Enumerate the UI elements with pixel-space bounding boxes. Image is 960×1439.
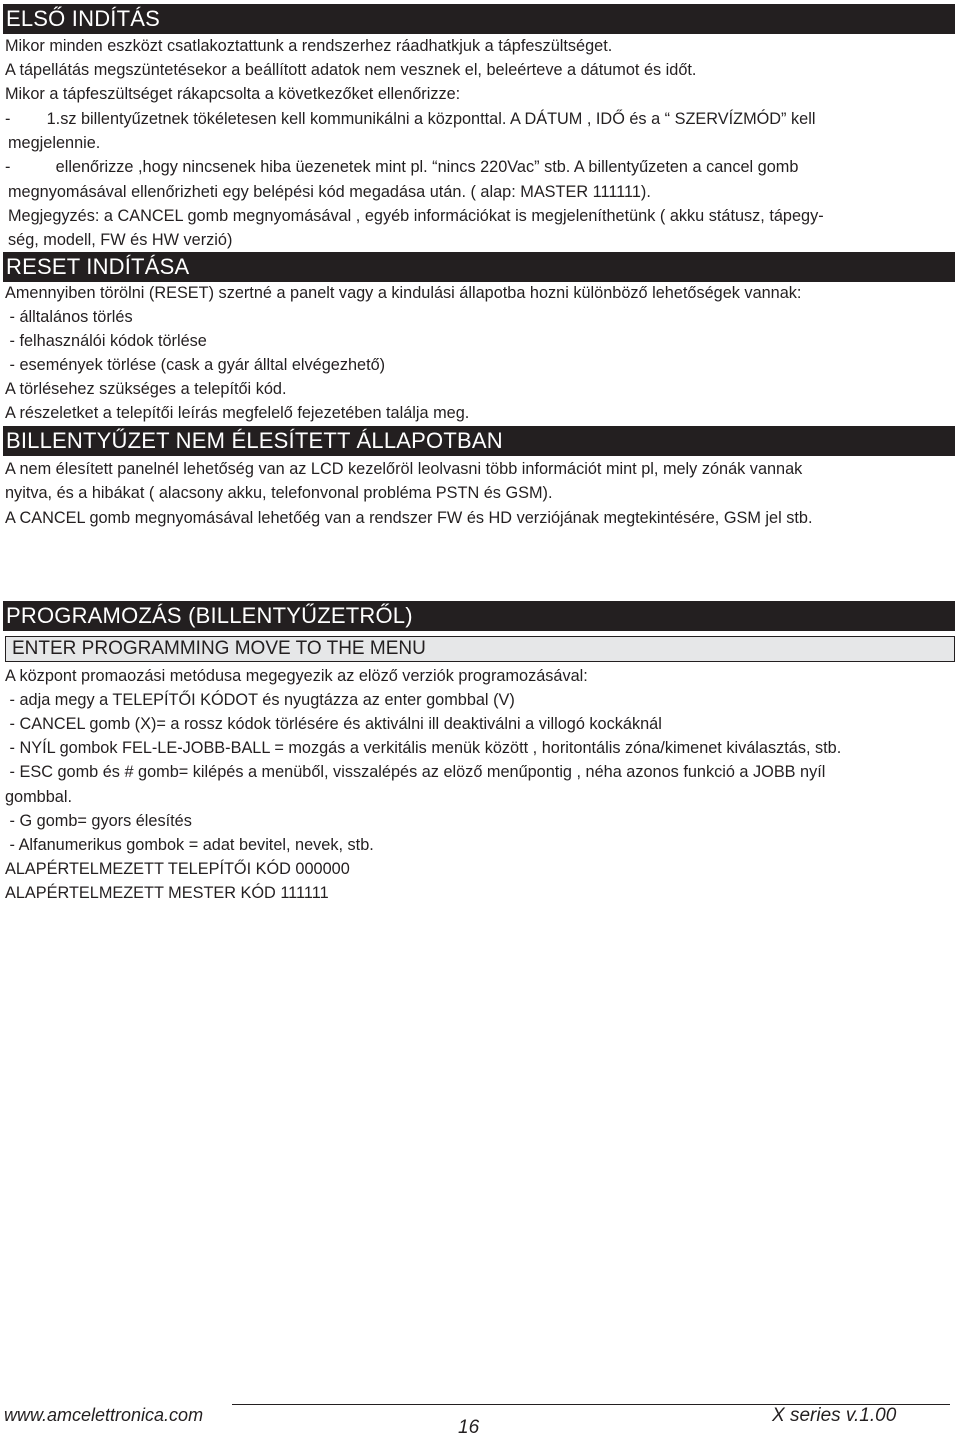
first-start-line-5: megjelennie. xyxy=(8,134,101,152)
first-start-line-1: Mikor minden eszközt csatlakoztattunk a rendszerhez ráadhatkjuk a tápfeszültséget. xyxy=(5,37,613,55)
footer-page-number: 16 xyxy=(458,1417,480,1438)
programming-line-2: - adja megy a TELEPÍTŐI KÓDOT és nyugtázza az enter gombbal (V) xyxy=(5,691,515,709)
programming-line-3: - CANCEL gomb (X)= a rossz kódok törlésére és aktiválni ill deaktiválni a villogó kockáknál xyxy=(5,715,662,733)
first-start-line-2: A tápellátás megszüntetésekor a beállított adatok nem vesznek el, beleérteve a dátumot és időt. xyxy=(5,61,697,79)
footer-version: X series v.1.00 xyxy=(772,1405,897,1426)
section-title-programming: PROGRAMOZÁS (BILLENTYŰZETRŐL) xyxy=(3,601,955,631)
programming-line-9: ALAPÉRTELMEZETT TELEPÍTŐI KÓD 000000 xyxy=(5,860,350,878)
section-title-keypad: BILLENTYŰZET NEM ÉLESÍTETT ÁLLAPOTBAN xyxy=(3,426,955,456)
keypad-line-2: nyitva, és a hibákat ( alacsony akku, telefonvonal probléma PSTN és GSM). xyxy=(5,484,553,502)
programming-subtitle: ENTER PROGRAMMING MOVE TO THE MENU xyxy=(5,636,955,662)
reset-line-4: - események törlése (cask a gyár álltal elvégezhető) xyxy=(5,356,386,374)
reset-line-3: - felhasználói kódok törlése xyxy=(5,332,207,350)
programming-line-8: - Alfanumerikus gombok = adat bevitel, nevek, stb. xyxy=(5,836,374,854)
section-title-reset: RESET INDÍTÁSA xyxy=(3,252,955,282)
footer-website-link[interactable]: www.amcelettronica.com xyxy=(4,1405,204,1425)
first-start-line-3: Mikor a tápfeszültséget rákapcsolta a következőket ellenőrizze: xyxy=(5,85,461,103)
reset-line-1: Amennyiben törölni (RESET) szertné a panelt vagy a kindulási állapotba hozni különböző lehetőségek vannak: xyxy=(5,284,802,302)
section-title-first-start: ELSŐ INDÍTÁS xyxy=(3,4,955,34)
reset-line-2: - álltalános törlés xyxy=(5,308,133,326)
first-start-line-8: Megjegyzés: a CANCEL gomb megnyomásával , egyéb információkat is megjeleníthetünk ( akku státusz, tápegy- xyxy=(8,207,824,225)
reset-line-5: A törlésehez szükséges a telepítői kód. xyxy=(5,380,287,398)
reset-line-6: A részeletket a telepítői leírás megfelelő fejezetében találja meg. xyxy=(5,404,470,422)
keypad-line-3: A CANCEL gomb megnyomásával lehetőég van a rendszer FW és HD verziójának megtekintésére, GSM jel stb. xyxy=(5,509,813,527)
programming-line-10: ALAPÉRTELMEZETT MESTER KÓD 111111 xyxy=(5,884,329,902)
programming-line-1: A központ promaozási metódusa megegyezik az elöző verziók programozásával: xyxy=(5,667,588,685)
first-start-line-4: - 1.sz billentyűzetnek tökéletesen kell kommunikálni a központtal. A DÁTUM , IDŐ és a “ SZERVÍZMÓD” kell xyxy=(5,110,816,128)
first-start-line-9: ség, modell, FW és HW verzió) xyxy=(8,231,233,249)
programming-line-5: - ESC gomb és # gomb= kilépés a menüből, visszalépés az elöző menűpontig , néha azonos funkció a JOBB nyíl xyxy=(5,763,826,781)
programming-line-4: - NYÍL gombok FEL-LE-JOBB-BALL = mozgás a verkitális menük között , horitontális zóna/kimenet kiválasztás, stb. xyxy=(5,739,842,757)
keypad-line-1: A nem élesített panelnél lehetőség van az LCD kezelőröl leolvasni több információt mint pl, mely zónák vannak xyxy=(5,460,803,478)
programming-line-6: gombbal. xyxy=(5,788,72,806)
first-start-line-7: megnyomásával ellenőrizheti egy belépési kód megadása után. ( alap: MASTER 111111). xyxy=(8,183,651,201)
first-start-line-6: - ellenőrizze ,hogy nincsenek hiba üezenetek mint pl. “nincs 220Vac” stb. A billentyűzeten a cancel gomb xyxy=(5,158,799,176)
programming-line-7: - G gomb= gyors élesítés xyxy=(5,812,192,830)
